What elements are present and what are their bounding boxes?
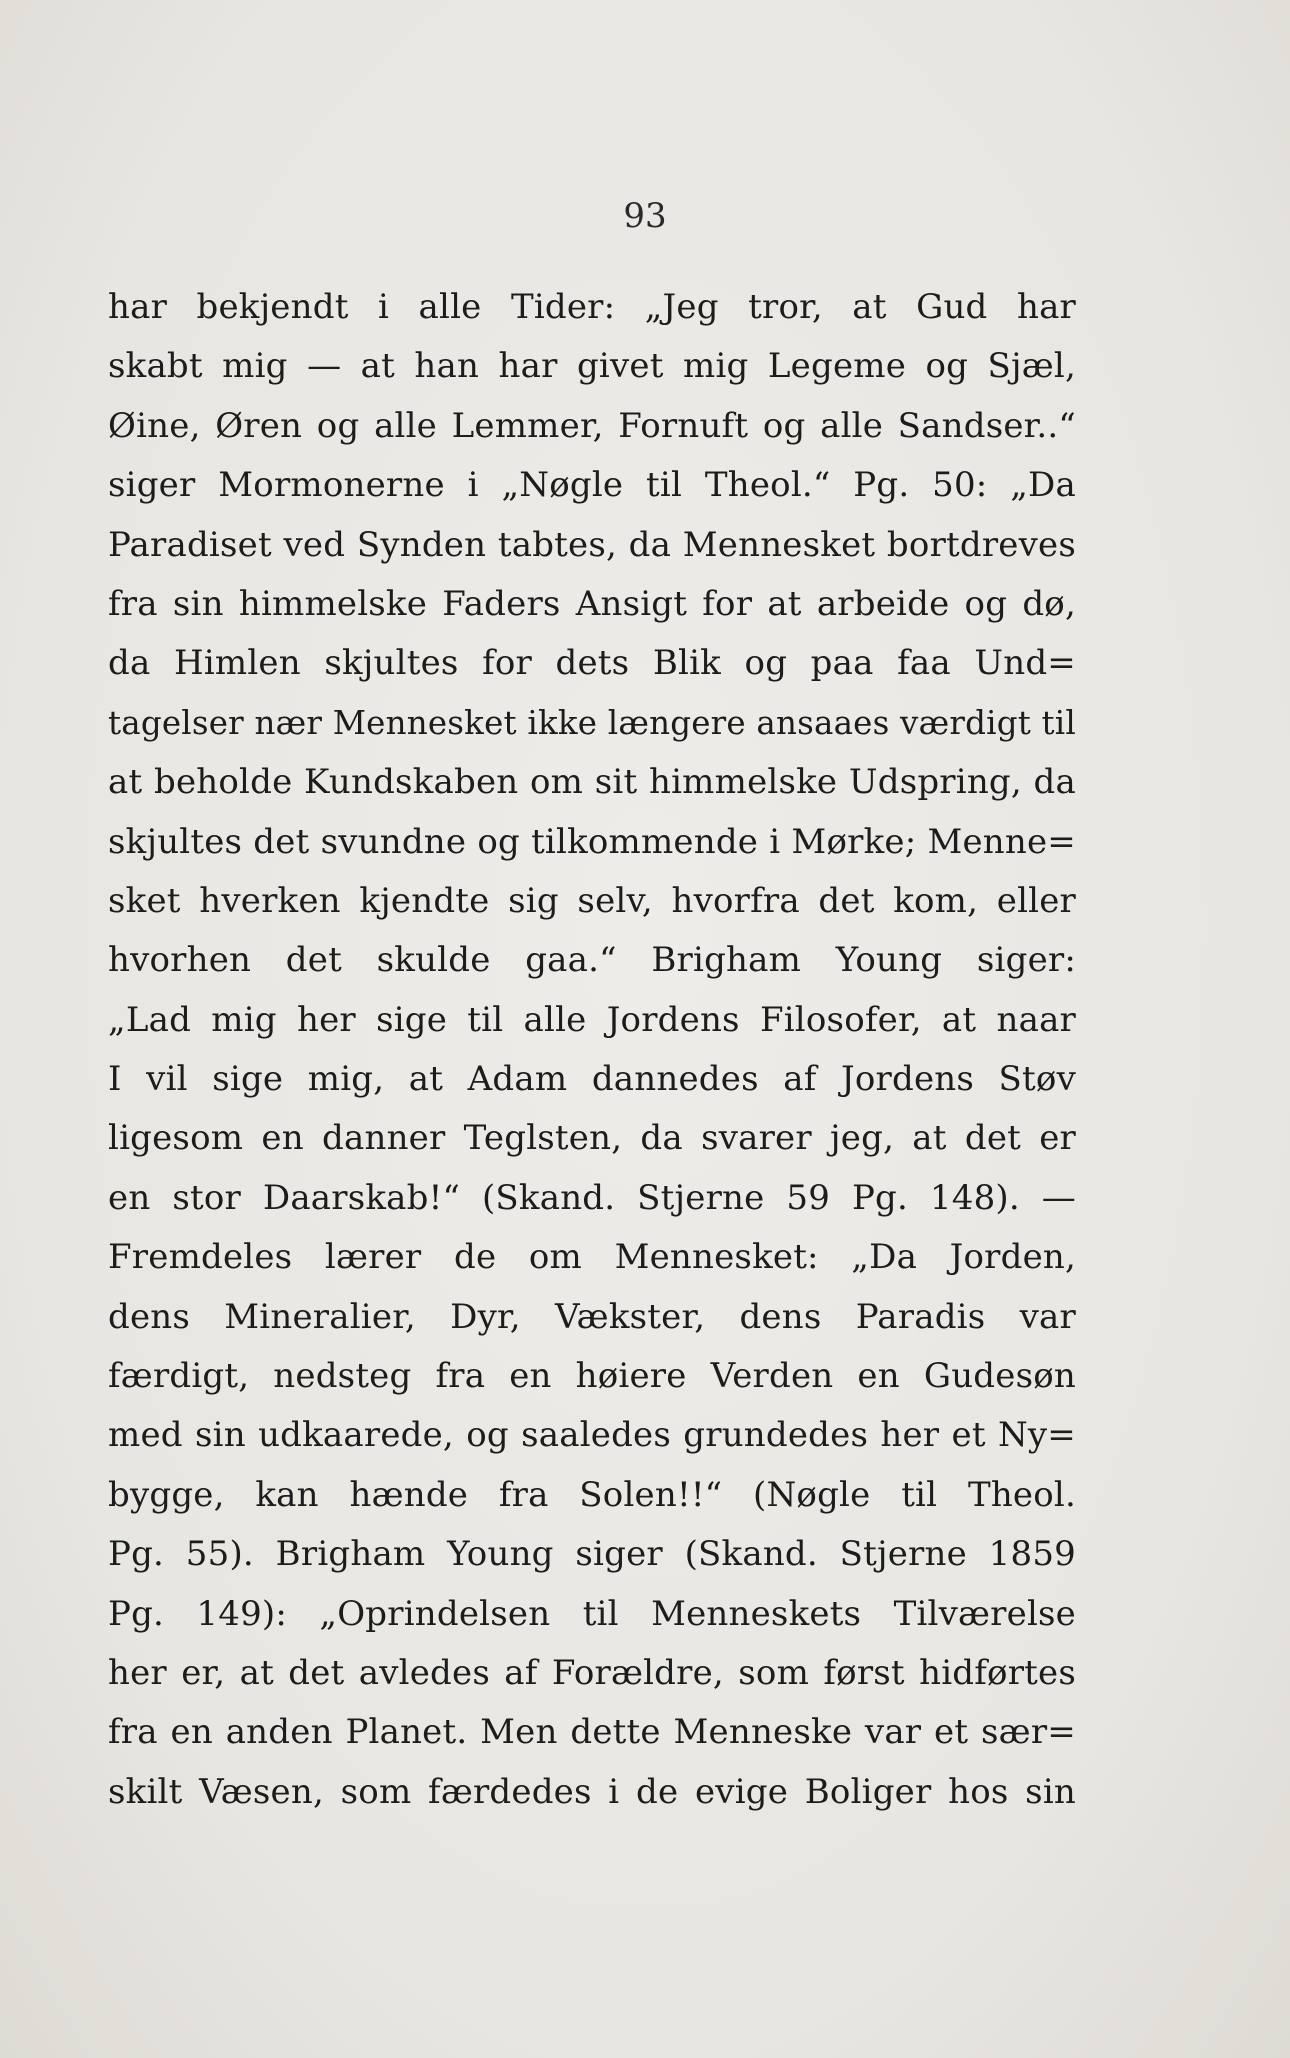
text-line: her er, at det avledes af Forældre, som først hidførtes bbox=[108, 1652, 1076, 1693]
text-line: hvorhen det skulde gaa.“ Brigham Young siger: bbox=[108, 940, 1076, 981]
text-line: Pg. 149): „Oprindelsen til Menneskets Tilværelse bbox=[108, 1593, 1076, 1634]
text-line: sket hverken kjendte sig selv, hvorfra det kom, eller bbox=[108, 880, 1076, 921]
text-line: Pg. 55). Brigham Young siger (Skand. Stjerne 1859 bbox=[108, 1534, 1076, 1575]
text-line: fra en anden Planet. Men dette Menneske var et sær= bbox=[108, 1712, 1076, 1753]
text-line: med sin udkaarede, og saaledes grundedes her et Ny= bbox=[108, 1415, 1076, 1456]
text-line: Øine, Øren og alle Lemmer, Fornuft og alle Sandser..“ bbox=[108, 405, 1076, 446]
text-line: har bekjendt i alle Tider: „Jeg tror, at Gud har bbox=[108, 287, 1076, 327]
text-line: en stor Daarskab!“ (Skand. Stjerne 59 Pg. 148). — bbox=[108, 1177, 1076, 1218]
text-line: fra sin himmelske Faders Ansigt for at arbeide og dø, bbox=[108, 583, 1076, 624]
text-line: dens Mineralier, Dyr, Vækster, dens Paradis var bbox=[108, 1296, 1076, 1337]
text-line: tagelser nær Mennesket ikke længere ansaaes værdigt til bbox=[108, 703, 1076, 742]
text-line: Fremdeles lærer de om Mennesket: „Da Jorden, bbox=[108, 1237, 1076, 1278]
body-text bbox=[108, 278, 1076, 1822]
text-line: ligesom en danner Teglsten, da svarer jeg, at det er bbox=[108, 1118, 1076, 1159]
text-line: skilt Væsen, som færdedes i de evige Boliger hos sin bbox=[108, 1771, 1076, 1812]
text-line: da Himlen skjultes for dets Blik og paa faa Und= bbox=[108, 643, 1076, 684]
text-line: at beholde Kundskaben om sit himmelske Udspring, da bbox=[108, 762, 1076, 803]
text-line: siger Mormonerne i „Nøgle til Theol.“ Pg. 50: „Da bbox=[108, 465, 1076, 506]
page-number: 93 bbox=[623, 196, 667, 236]
text-line: I vil sige mig, at Adam dannedes af Jordens Støv bbox=[108, 1059, 1076, 1100]
text-line: Paradiset ved Synden tabtes, da Mennesket bortdreves bbox=[108, 524, 1076, 565]
text-line: bygge, kan hænde fra Solen!!“ (Nøgle til Theol. bbox=[108, 1474, 1076, 1515]
text-line: „Lad mig her sige til alle Jordens Filosofer, at naar bbox=[108, 999, 1076, 1040]
text-line: skjultes det svundne og tilkommende i Mørke; Menne= bbox=[108, 821, 1076, 862]
text-line: skabt mig — at han har givet mig Legeme og Sjæl, bbox=[108, 346, 1076, 387]
text-line: færdigt, nedsteg fra en høiere Verden en Gudesøn bbox=[108, 1356, 1076, 1397]
